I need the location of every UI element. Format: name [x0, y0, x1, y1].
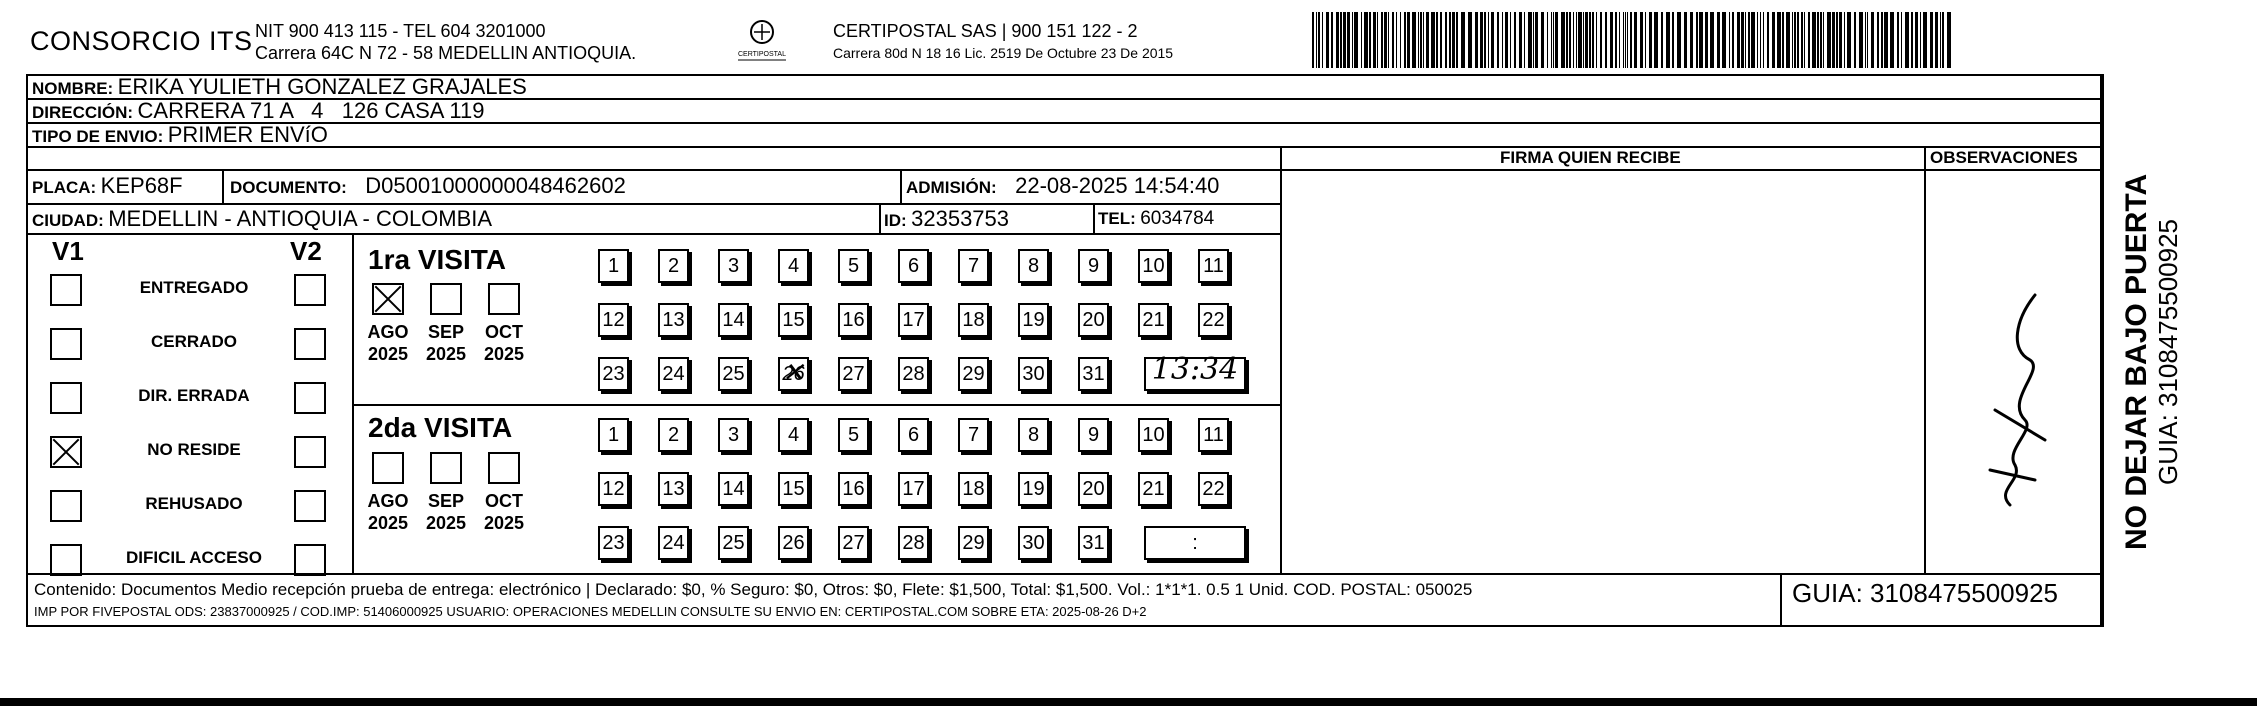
second-visit-month-label: OCT 2025	[483, 491, 525, 533]
first-visit-handwritten-time: 13:34	[1151, 352, 1239, 387]
direccion-label: DIRECCIÓN:	[32, 103, 134, 122]
ciudad-label: CIUDAD:	[32, 211, 104, 230]
tipo-value: PRIMER ENVíO	[167, 122, 328, 147]
first-visit-day-box[interactable]: 15	[778, 303, 809, 337]
second-visit-day-box[interactable]: 21	[1138, 472, 1169, 506]
first-visit-day-box[interactable]: 5	[838, 249, 869, 283]
v1-checkbox-rehusado[interactable]	[50, 490, 82, 522]
status-label: NO RESIDE	[147, 440, 241, 459]
second-visit-day-box[interactable]: 3	[718, 418, 749, 452]
first-visit-day-box[interactable]: 16	[838, 303, 869, 337]
ciudad-row	[32, 206, 492, 232]
first-visit-day-box[interactable]: 23	[598, 357, 629, 391]
first-visit-day-box[interactable]: 8	[1018, 249, 1049, 283]
first-visit-day-box[interactable]: 24	[658, 357, 689, 391]
first-visit-month-label: SEP 2025	[425, 322, 467, 364]
first-visit-month-label: AGO 2025	[367, 322, 409, 364]
second-visit-time-box[interactable]: :	[1144, 526, 1246, 560]
v1-checkbox-dificil-acceso[interactable]	[50, 544, 82, 576]
second-visit-day-box[interactable]: 9	[1078, 418, 1109, 452]
second-visit-day-box[interactable]: 11	[1198, 418, 1229, 452]
v1-checkbox-dir-errada[interactable]	[50, 382, 82, 414]
first-visit-day-box[interactable]: 7	[958, 249, 989, 283]
v2-checkbox-dificil-acceso[interactable]	[294, 544, 326, 576]
first-visit-day-box[interactable]: 13	[658, 303, 689, 337]
footer-content: Contenido: Documentos Medio recepción prueba de entrega: electrónico | Declarado: $0, % Seguro: $0, Otros: $0, Flete: $1,500, Total: $1,500. Vol.: 1*1*1. 0.5 1 Unid. COD. POSTAL: 050025	[34, 580, 1473, 599]
second-visit-day-box[interactable]: 17	[898, 472, 929, 506]
v2-checkbox-cerrado[interactable]	[294, 328, 326, 360]
admision-label: ADMISIÓN:	[906, 178, 997, 197]
first-visit-month-box-ago[interactable]	[372, 283, 404, 315]
v1-checkbox-entregado[interactable]	[50, 274, 82, 306]
first-visit-day-box[interactable]: 30	[1018, 357, 1049, 391]
first-visit-day-box[interactable]: 18	[958, 303, 989, 337]
first-visit-title: 1ra VISITA	[368, 244, 506, 275]
admision-value: 22-08-2025 14:54:40	[1015, 173, 1220, 198]
certipostal-logo	[732, 18, 792, 62]
first-visit-day-box[interactable]: 2	[658, 249, 689, 283]
first-visit-day-box[interactable]: 9	[1078, 249, 1109, 283]
direccion-value: CARRERA 71 A 4 126 CASA 119	[137, 98, 485, 123]
second-visit-day-box[interactable]: 4	[778, 418, 809, 452]
first-visit-month-box-oct[interactable]	[488, 283, 520, 315]
id-value: 32353753	[911, 206, 1010, 231]
second-visit-month-label: SEP 2025	[425, 491, 467, 533]
v1-checkbox-no-reside[interactable]	[50, 436, 82, 468]
nombre-label: NOMBRE:	[32, 79, 114, 98]
v2-checkbox-rehusado[interactable]	[294, 490, 326, 522]
first-visit-day-box[interactable]: 11	[1198, 249, 1229, 283]
v2-checkbox-no-reside[interactable]	[294, 436, 326, 468]
certipostal-info	[833, 20, 1173, 64]
tel-label: TEL:	[1098, 209, 1136, 228]
first-visit-day-box[interactable]: 1	[598, 249, 629, 283]
second-visit-day-box[interactable]: 22	[1198, 472, 1229, 506]
second-visit-day-box[interactable]: 2	[658, 418, 689, 452]
ciudad-value: MEDELLIN - ANTIOQUIA - COLOMBIA	[108, 206, 493, 231]
documento-value: D05001000000048462602	[365, 173, 626, 198]
tipo-label: TIPO DE ENVIO:	[32, 127, 164, 146]
second-visit-day-box[interactable]: 20	[1078, 472, 1109, 506]
first-visit-month-box-sep[interactable]	[430, 283, 462, 315]
company-name: CONSORCIO ITS	[30, 26, 253, 56]
second-visit-month-box-sep[interactable]	[430, 452, 462, 484]
second-visit-title: 2da VISITA	[368, 412, 513, 443]
second-visit-day-box[interactable]: 23	[598, 526, 629, 560]
address-line: Carrera 64C N 72 - 58 MEDELLIN ANTIOQUIA.	[255, 43, 637, 63]
first-visit-day-box[interactable]: 27	[838, 357, 869, 391]
status-label: REHUSADO	[145, 494, 243, 513]
second-visit-day-box[interactable]: 14	[718, 472, 749, 506]
first-visit-day-box[interactable]: 6	[898, 249, 929, 283]
second-visit-day-box[interactable]: 8	[1018, 418, 1049, 452]
second-visit-day-box[interactable]: 30	[1018, 526, 1049, 560]
placa-value: KEP68F	[100, 173, 183, 198]
second-visit-day-box[interactable]: 15	[778, 472, 809, 506]
nombre-value: ERIKA YULIETH GONZALEZ GRAJALES	[117, 74, 527, 99]
nit-line: NIT 900 413 115 - TEL 604 3201000	[255, 21, 546, 41]
first-visit-day-box[interactable]: 25	[718, 357, 749, 391]
direccion-row	[32, 98, 484, 124]
cert-line: CERTIPOSTAL SAS | 900 151 122 - 2	[833, 21, 1138, 41]
cert-address: Carrera 80d N 18 16 Lic. 2519 De Octubre 23 De 2015	[833, 45, 1174, 61]
first-visit-day-box[interactable]: 21	[1138, 303, 1169, 337]
second-visit-day-box[interactable]: 13	[658, 472, 689, 506]
first-visit-time-box[interactable]	[1144, 352, 1246, 391]
recipient-signature	[1975, 290, 2065, 520]
first-visit-day-box[interactable]: 28	[898, 357, 929, 391]
second-visit-day-box[interactable]: 31	[1078, 526, 1109, 560]
second-visit-day-box[interactable]: 5	[838, 418, 869, 452]
placa-row	[32, 173, 183, 199]
second-visit-day-box[interactable]: 7	[958, 418, 989, 452]
admision-row	[906, 173, 1219, 199]
first-visit-day-box[interactable]: 10	[1138, 249, 1169, 283]
id-label: ID:	[884, 211, 907, 230]
first-visit-day-box[interactable]: 3	[718, 249, 749, 283]
second-visit-day-box[interactable]: 12	[598, 472, 629, 506]
guia-number: GUIA: 3108475500925	[1792, 578, 2058, 608]
nombre-row	[32, 74, 527, 100]
v2-checkbox-entregado[interactable]	[294, 274, 326, 306]
placa-label: PLACA:	[32, 178, 97, 197]
status-label: DIR. ERRADA	[138, 386, 250, 405]
firma-header: FIRMA QUIEN RECIBE	[1500, 148, 1681, 167]
tipo-row	[32, 122, 328, 148]
second-visit-month-box-oct[interactable]	[488, 452, 520, 484]
first-visit-day-box[interactable]: 19	[1018, 303, 1049, 337]
first-visit-day-box[interactable]: 26 ✕	[778, 357, 809, 391]
second-visit-day-box[interactable]: 19	[1018, 472, 1049, 506]
first-visit-day-box[interactable]: 31	[1078, 357, 1109, 391]
first-visit-day-box[interactable]: 12	[598, 303, 629, 337]
delivery-form	[26, 74, 2102, 627]
second-visit-day-box[interactable]: 24	[658, 526, 689, 560]
second-visit-day-box[interactable]: 1	[598, 418, 629, 452]
second-visit-day-box[interactable]: 10	[1138, 418, 1169, 452]
v2-header: V2	[290, 236, 322, 266]
id-row	[884, 206, 1009, 232]
second-visit-day-box[interactable]: 25	[718, 526, 749, 560]
status-label: DIFICIL ACCESO	[125, 548, 262, 567]
tel-value: 6034784	[1140, 208, 1215, 229]
first-visit-day-box[interactable]: 4	[778, 249, 809, 283]
no-dejar-bajo-puerta: NO DEJAR BAJO PUERTA	[2120, 173, 2153, 550]
first-visit-day-box[interactable]: 29	[958, 357, 989, 391]
second-visit-day-box[interactable]: 26	[778, 526, 809, 560]
v2-checkbox-dir-errada[interactable]	[294, 382, 326, 414]
first-visit-day-box[interactable]: 17	[898, 303, 929, 337]
documento-label: DOCUMENTO:	[230, 178, 347, 197]
logo-text: CERTIPOSTAL	[738, 51, 786, 58]
barcode	[1312, 12, 1952, 68]
second-visit-day-box[interactable]: 16	[838, 472, 869, 506]
first-visit-day-box[interactable]: 20	[1078, 303, 1109, 337]
second-visit-month-label: AGO 2025	[367, 491, 409, 533]
tel-row	[1098, 208, 1214, 230]
second-visit-day-box[interactable]: 29	[958, 526, 989, 560]
side-guia: GUIA: 3108475500925	[2153, 219, 2183, 485]
bottom-edge	[0, 698, 2257, 706]
first-visit-day-box[interactable]: 14	[718, 303, 749, 337]
second-visit-day-box[interactable]: 6	[898, 418, 929, 452]
footer-imp: IMP POR FIVEPOSTAL ODS: 23837000925 / COD.IMP: 51406000925 USUARIO: OPERACIONES MEDELLIN CONSULTE SU ENVIO EN: CERTIPOSTAL.COM SOBRE ETA: 2025-08-26 D+2	[34, 604, 1147, 619]
second-visit-day-box[interactable]: 27	[838, 526, 869, 560]
status-label: ENTREGADO	[139, 278, 249, 297]
second-visit-month-box-ago[interactable]	[372, 452, 404, 484]
v1-header: V1	[52, 236, 84, 266]
second-visit-day-box[interactable]: 28	[898, 526, 929, 560]
documento-row	[230, 173, 626, 199]
company-info	[255, 20, 636, 64]
second-visit-day-box[interactable]: 18	[958, 472, 989, 506]
observaciones-header: OBSERVACIONES	[1930, 148, 2078, 167]
first-visit-day-box[interactable]: 22	[1198, 303, 1229, 337]
status-label: CERRADO	[151, 332, 237, 351]
v1-checkbox-cerrado[interactable]	[50, 328, 82, 360]
first-visit-month-label: OCT 2025	[483, 322, 525, 364]
